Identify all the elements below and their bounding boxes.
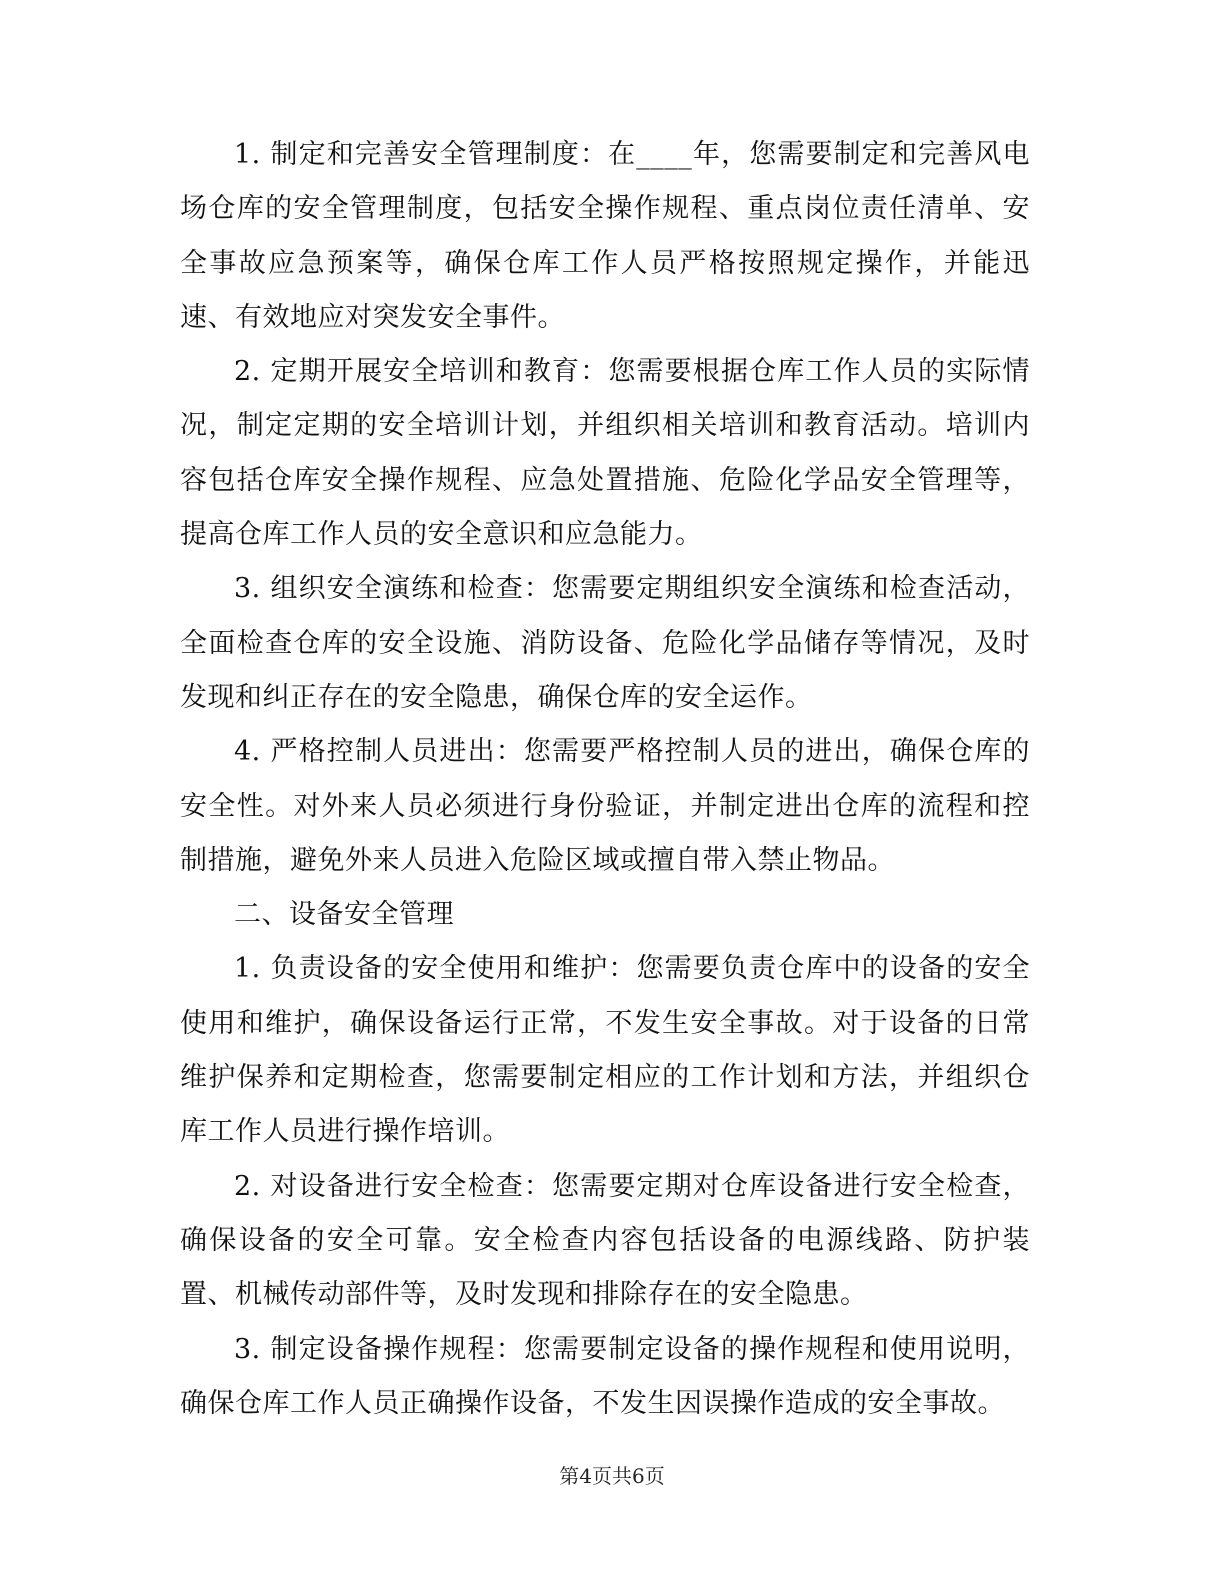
paragraph: 2. 对设备进行安全检查：您需要定期对仓库设备进行安全检查，确保设备的安全可靠。安全检查内容包括设备的电源线路、防护装置、机械传动部件等，及时发现和排除存在的安全隐患。 — [180, 1170, 1030, 1311]
paragraph: 3. 制定设备操作规程：您需要制定设备的操作规程和使用说明，确保仓库工作人员正确操作设备，不发生因误操作造成的安全事故。 — [180, 1333, 1030, 1419]
section-heading: 二、设备安全管理 — [234, 899, 454, 931]
paragraph: 3. 组织安全演练和检查：您需要定期组织安全演练和检查活动，全面检查仓库的安全设施、消防设备、危险化学品储存等情况，及时发现和纠正存在的安全隐患，确保仓库的安全运作。 — [180, 573, 1030, 713]
page-number-footer: 第4页共6页 — [559, 1464, 665, 1488]
paragraph: 1. 负责设备的安全使用和维护：您需要负责仓库中的设备的安全使用和维护，确保设备运行正常，不发生安全事故。对于设备的日常维护保养和定期检查，您需要制定相应的工作计划和方法，并组织仓库工作人员进行操作培训。 — [180, 953, 1030, 1148]
paragraph: 4. 严格控制人员进出：您需要严格控制人员的进出，确保仓库的安全性。对外来人员必须进行身份验证，并制定进出仓库的流程和控制措施，避免外来人员进入危险区域或擅自带入禁止物品。 — [180, 736, 1030, 876]
paragraph: 2. 定期开展安全培训和教育：您需要根据仓库工作人员的实际情况，制定定期的安全培训计划，并组织相关培训和教育活动。培训内容包括仓库安全操作规程、应急处置措施、危险化学品安全管理等，提高仓库工作人员的安全意识和应急能力。 — [180, 356, 1030, 551]
paragraph: 1. 制定和完善安全管理制度：在____年，您需要制定和完善风电场仓库的安全管理制度，包括安全操作规程、重点岗位责任清单、安全事故应急预案等，确保仓库工作人员严格按照规定操作，并能迅速、有效地应对突发安全事件。 — [180, 139, 1030, 333]
document-body — [180, 128, 1030, 1431]
